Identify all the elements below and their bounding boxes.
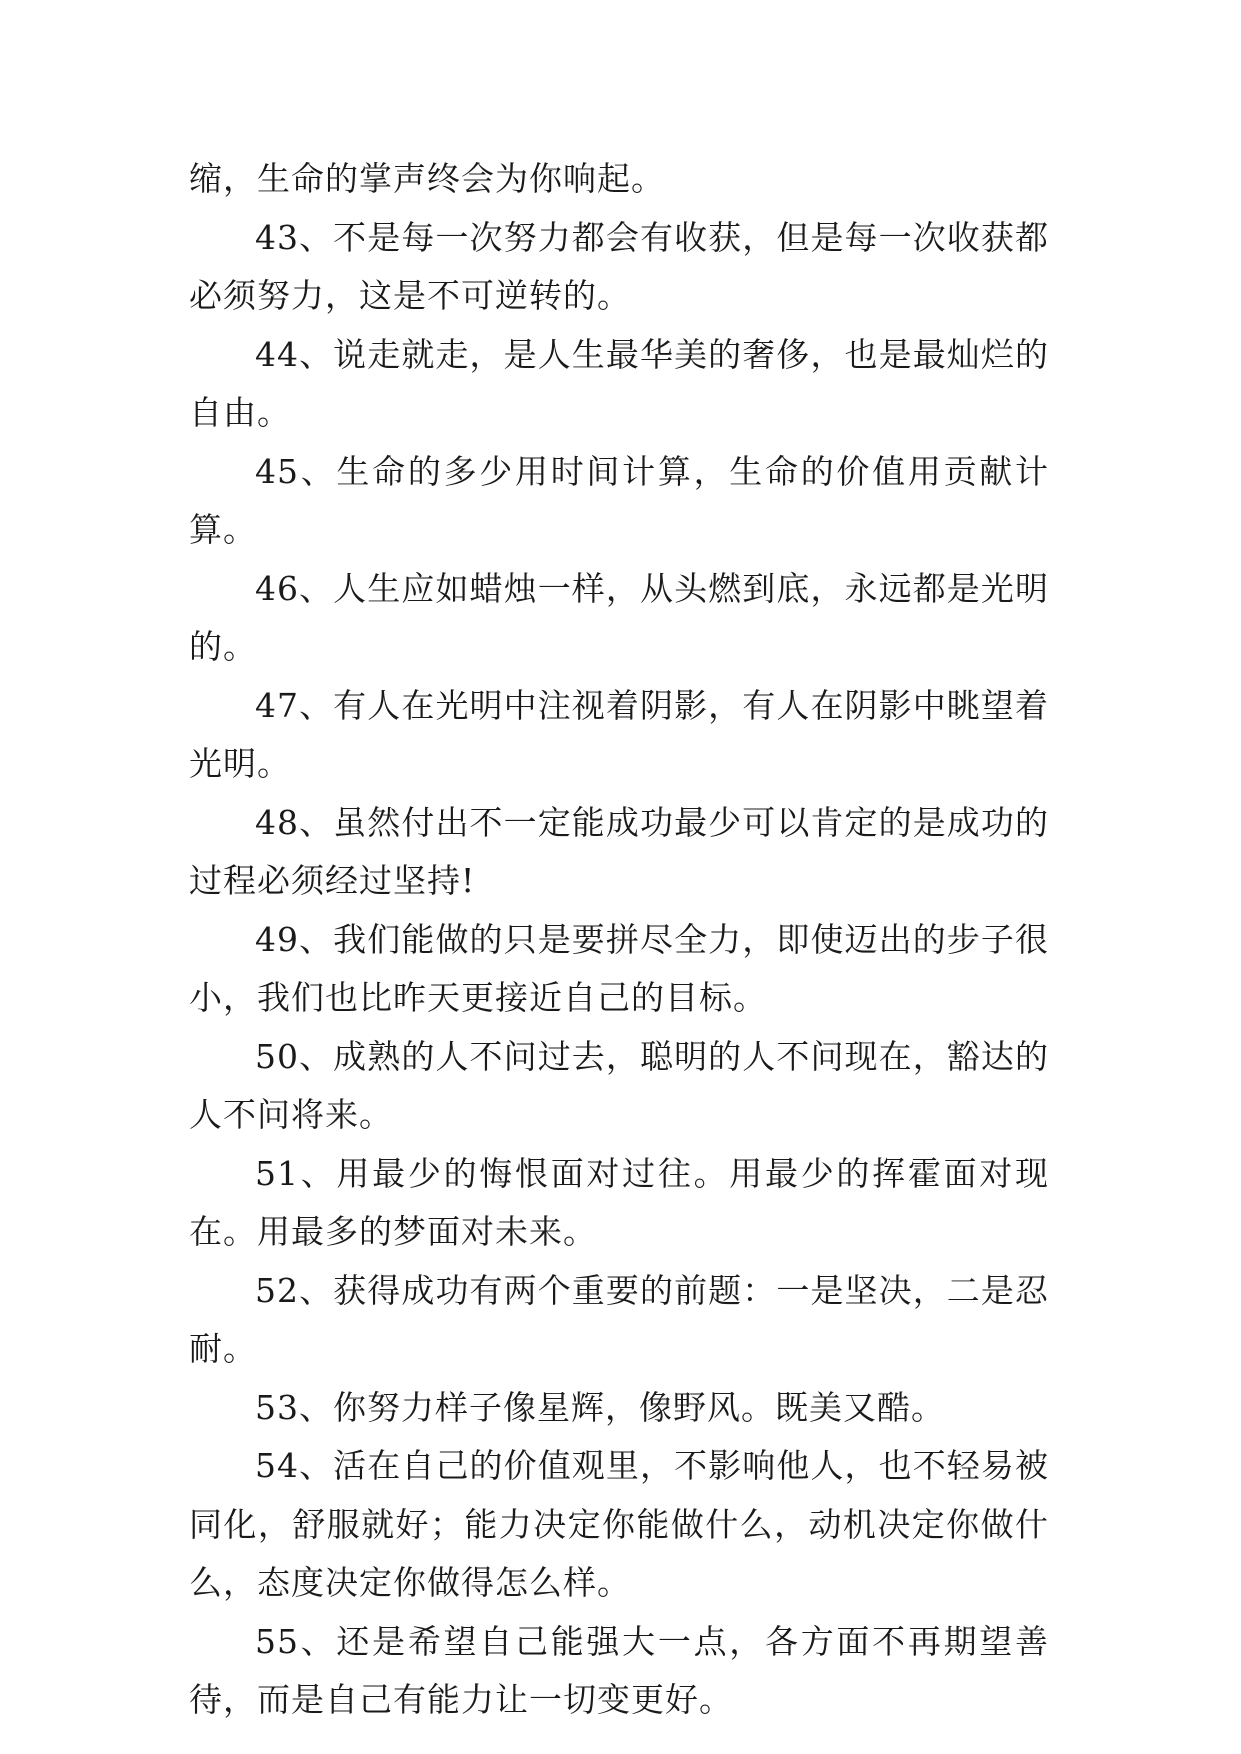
paragraph-51: 51、用最少的悔恨面对过往。用最少的挥霍面对现在。用最多的梦面对未来。 <box>189 1153 1049 1251</box>
paragraph-47: 47、有人在光明中注视着阴影，有人在阴影中眺望着光明。 <box>189 685 1049 783</box>
paragraph-52: 52、获得成功有两个重要的前题：一是坚决，二是忍耐。 <box>189 1270 1049 1368</box>
paragraph-44: 44、说走就走，是人生最华美的奢侈，也是最灿烂的自由。 <box>189 334 1049 432</box>
document-body <box>189 150 1049 1730</box>
paragraph-49: 49、我们能做的只是要拼尽全力，即使迈出的步子很小，我们也比昨天更接近自己的目标。 <box>189 919 1049 1017</box>
paragraph-53: 53、你努力样子像星辉，像野风。既美又酷。 <box>255 1387 945 1427</box>
paragraph-48: 48、虽然付出不一定能成功最少可以肯定的是成功的过程必须经过坚持! <box>189 802 1049 900</box>
paragraph-46: 46、人生应如蜡烛一样，从头燃到底，永远都是光明的。 <box>189 568 1049 666</box>
paragraph-45: 45、生命的多少用时间计算，生命的价值用贡献计算。 <box>189 451 1049 549</box>
paragraph-continuation: 缩，生命的掌声终会为你响起。 <box>189 159 665 198</box>
paragraph-50: 50、成熟的人不问过去，聪明的人不问现在，豁达的人不问将来。 <box>189 1036 1049 1134</box>
paragraph-54: 54、活在自己的价值观里，不影响他人，也不轻易被同化，舒服就好；能力决定你能做什么，动机决定你做什么，态度决定你做得怎么样。 <box>189 1446 1049 1602</box>
paragraph-43: 43、不是每一次努力都会有收获，但是每一次收获都必须努力，这是不可逆转的。 <box>189 217 1049 315</box>
paragraph-55: 55、还是希望自己能强大一点，各方面不再期望善待，而是自己有能力让一切变更好。 <box>189 1621 1049 1719</box>
